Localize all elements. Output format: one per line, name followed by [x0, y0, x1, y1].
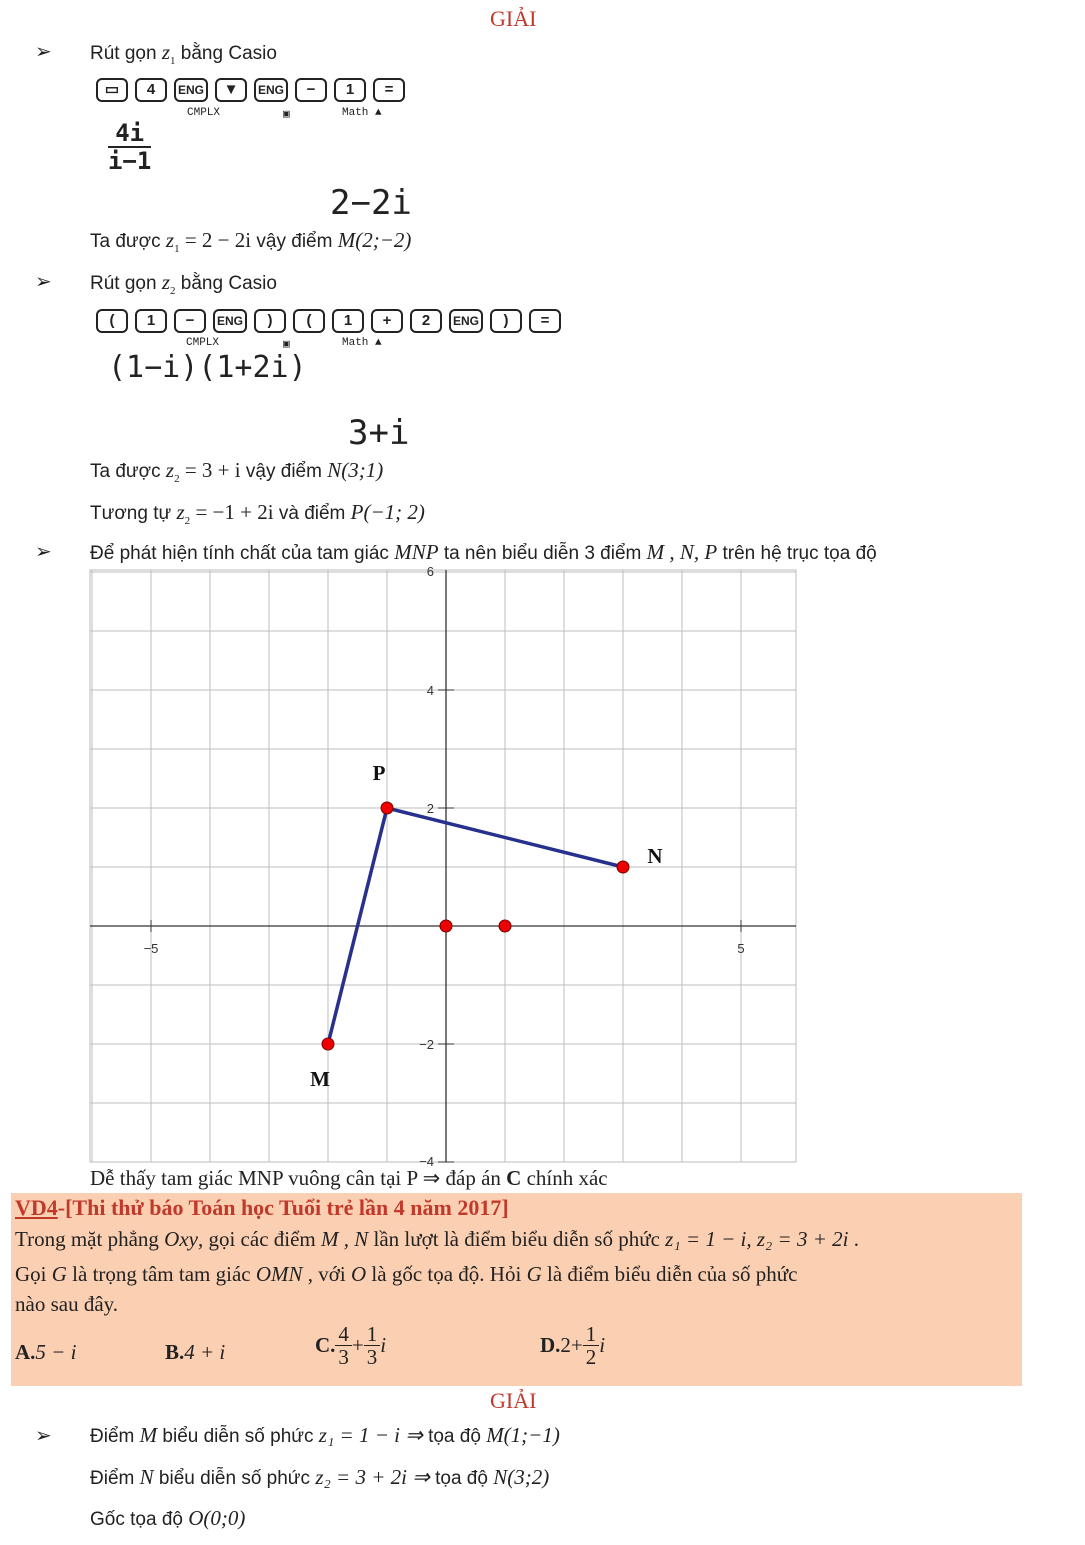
step2-key-5: ( — [293, 309, 325, 333]
example-line-2: Gọi G là trọng tâm tam giác OMN , với O là gốc tọa độ. Hỏi G là điểm biểu diễn của số phức — [15, 1262, 798, 1286]
example-line-1: Trong mặt phẳng Oxy, gọi các điểm M , N lần lượt là điểm biểu diễn số phức z₁ = 1 − i, z₂ = 3 + 2i . — [15, 1227, 859, 1251]
step1-key-4: ENG — [254, 78, 288, 102]
step1-key-1: 4 — [135, 78, 167, 102]
tick-label: 4 — [426, 683, 434, 698]
option-d[interactable]: D.2+ $\frac{1}{2}$ i — [540, 1322, 606, 1369]
solution-heading: GIẢI — [490, 6, 537, 31]
step1-expression: 4i i−1 — [108, 119, 152, 175]
solution-line-3: Gốc tọa độ O(0;0) — [90, 1506, 246, 1530]
option-a[interactable]: A.5 − i — [15, 1340, 77, 1364]
point-label-M: M — [310, 1067, 330, 1091]
step2-key-7: + — [371, 309, 403, 333]
step2-key-4: ) — [254, 309, 286, 333]
step2-key-3: ENG — [213, 309, 247, 333]
step2-conclusion: Ta được $z_2 = 3 + i$ vậy điểm N(3;1) — [90, 458, 384, 485]
tick-label: 5 — [737, 941, 745, 956]
example-box — [11, 1193, 1022, 1386]
step1-conclusion: Ta được $z_1 = 2 - 2i$ vậy điểm M(2;−2) — [90, 228, 412, 255]
step2-key-0: ( — [96, 309, 128, 333]
step2-key-8: 2 — [410, 309, 442, 333]
graph-border — [90, 570, 796, 1162]
tick-label: −2 — [419, 1037, 434, 1052]
step1-line: Rút gọn $z_1$ bằng Casio — [90, 40, 277, 67]
step2-expression: (1−i)(1+2i) — [108, 350, 307, 385]
point-label-N: N — [647, 844, 663, 868]
bullet-icon: ➢ — [35, 1425, 52, 1447]
step2-key-1: 1 — [135, 309, 167, 333]
step3-line: Để phát hiện tính chất của tam giác MNP ta nên biểu diễn 3 điểm M , N, P trên hệ trục tọa độ — [90, 540, 877, 564]
tick-label: 6 — [426, 564, 434, 579]
point-P — [381, 802, 393, 814]
step2-result: 3+i — [348, 413, 410, 453]
step2-line: Rút gọn $z_2$ bằng Casio — [90, 270, 277, 297]
step1-key-6: 1 — [334, 78, 366, 102]
key-label-box: ▣ — [283, 339, 290, 351]
example-line-3: nào sau đây. — [15, 1292, 119, 1316]
key-label-cmplx: CMPLX — [186, 337, 220, 349]
option-b[interactable]: B.4 + i — [165, 1340, 226, 1364]
step1-key-2: ENG — [174, 78, 208, 102]
point-origin-4 — [499, 920, 511, 932]
bullet-icon: ➢ — [35, 41, 52, 63]
step2-key-10: ) — [490, 309, 522, 333]
step1-key-7: = — [373, 78, 405, 102]
key-label-box: ▣ — [283, 109, 290, 121]
step2-similar: Tương tự $z_2 = -1 + 2i$ và điểm P(−1; 2) — [90, 500, 425, 527]
option-c[interactable]: C. $\frac{4}{3}$ + $\frac{1}{3}$ i — [315, 1322, 387, 1369]
bullet-icon: ➢ — [35, 541, 52, 563]
solution-line-2: Điểm N biểu diễn số phức z₂ = 3 + 2i ⇒ tọa độ N(3;2) — [90, 1465, 550, 1489]
example-title: VD4-[Thi thử báo Toán học Tuổi trẻ lần 4 năm 2017] — [15, 1195, 509, 1220]
key-label-cmplx: CMPLX — [187, 107, 221, 119]
tick-label: −4 — [419, 1154, 434, 1169]
solution-heading-2: GIẢI — [490, 1388, 537, 1413]
point-label-P: P — [372, 761, 386, 785]
step2-key-6: 1 — [332, 309, 364, 333]
step2-key-11: = — [529, 309, 561, 333]
point-N — [617, 861, 629, 873]
bullet-icon: ➢ — [35, 271, 52, 293]
point-origin-3 — [440, 920, 452, 932]
step1-key-0: ▭ — [96, 78, 128, 102]
step2-key-2: − — [174, 309, 206, 333]
key-label-math: Math ▲ — [342, 337, 382, 349]
key-label-math: Math ▲ — [342, 107, 382, 119]
step1-result: 2−2i — [330, 183, 412, 223]
step1-key-3: ▼ — [215, 78, 247, 102]
step2-key-9: ENG — [449, 309, 483, 333]
solution-line-1: Điểm M biểu diễn số phức z₁ = 1 − i ⇒ tọa độ M(1;−1) — [90, 1423, 560, 1447]
step1-key-5: − — [295, 78, 327, 102]
point-M — [322, 1038, 334, 1050]
tick-label: −5 — [143, 941, 159, 956]
graph-conclusion: Dễ thấy tam giác MNP vuông cân tại P ⇒ đáp án C chính xác — [90, 1166, 608, 1190]
tick-label: 2 — [426, 801, 434, 816]
